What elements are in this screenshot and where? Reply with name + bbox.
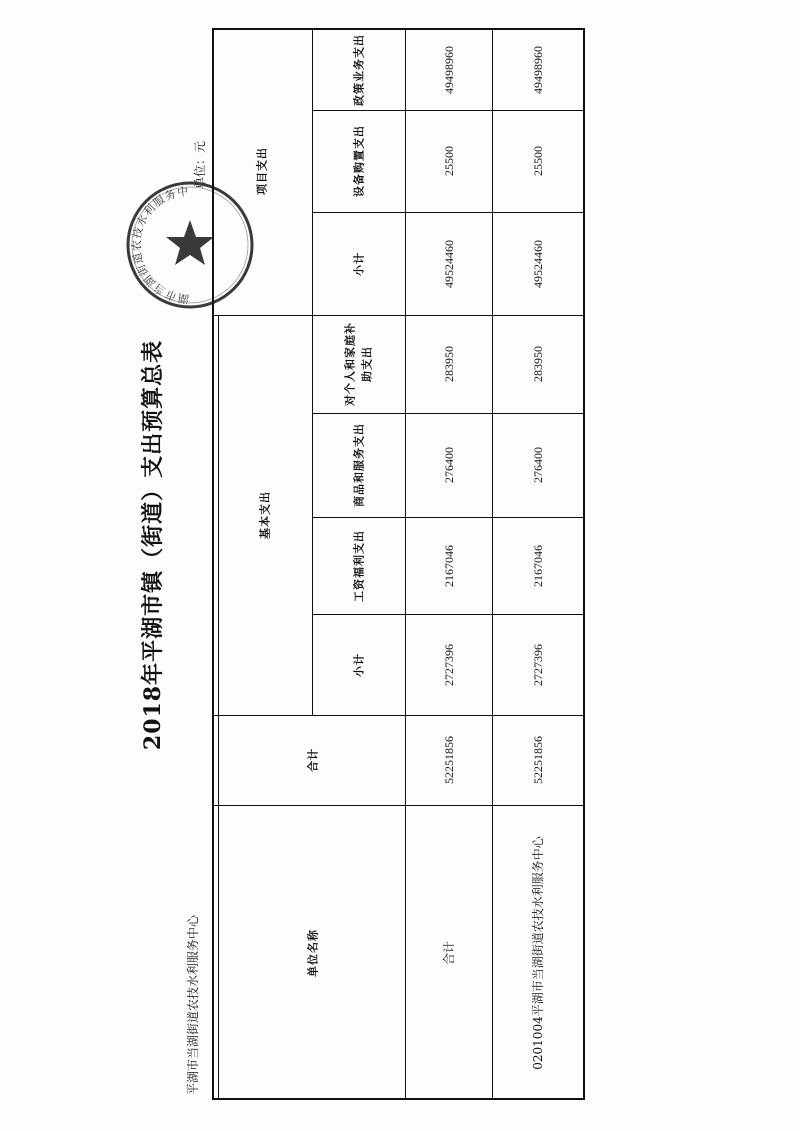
header-basic: 基本支出 bbox=[258, 491, 272, 539]
header-equipment: 设备购置支出 bbox=[352, 125, 366, 197]
header-unit-name: 单位名称 bbox=[306, 929, 320, 977]
row-total-goods: 276400 bbox=[442, 447, 456, 483]
row-unit-total: 52251856 bbox=[531, 736, 545, 784]
row-total-wages: 2167046 bbox=[442, 545, 456, 587]
header-total: 合计 bbox=[306, 748, 320, 772]
unit-label: 平湖市当湖街道农技水利服务中心 bbox=[186, 914, 200, 1096]
header-project: 项目支出 bbox=[255, 147, 269, 195]
row-total-equipment: 25500 bbox=[442, 146, 456, 176]
row-unit-policy: 49498960 bbox=[531, 46, 545, 94]
header-subsidy-line2: 助支出 bbox=[360, 346, 374, 382]
currency-unit: 单位：元 bbox=[193, 140, 207, 190]
row-total-basic-subtotal: 2727396 bbox=[442, 644, 456, 686]
row-total-name: 合计 bbox=[442, 940, 456, 966]
row-total-project-subtotal: 49524460 bbox=[442, 240, 456, 288]
header-wages: 工资福利支出 bbox=[352, 530, 366, 602]
row-unit-wages: 2167046 bbox=[531, 545, 545, 587]
row-unit-subsidy: 283950 bbox=[531, 346, 545, 382]
row-unit-goods: 276400 bbox=[531, 447, 545, 483]
row-total-policy: 49498960 bbox=[442, 46, 456, 94]
official-seal-icon bbox=[118, 180, 262, 310]
seal-text: 湖市当湖街道农技水利服务中 bbox=[130, 184, 190, 306]
header-subsidy-line1: 对个人和家庭补 bbox=[343, 322, 357, 406]
document-title: 2018年平湖市镇（街道）支出预算总表 bbox=[140, 339, 166, 751]
row-total-subsidy: 283950 bbox=[442, 346, 456, 382]
row-unit-basic-subtotal: 2727396 bbox=[531, 644, 545, 686]
header-basic-subtotal: 小计 bbox=[352, 653, 366, 677]
header-policy: 政策业务支出 bbox=[352, 34, 366, 106]
header-goods: 商品和服务支出 bbox=[352, 423, 366, 507]
header-project-subtotal: 小计 bbox=[352, 252, 366, 276]
row-unit-name: 0201004平湖市当湖街道农技水利服务中心 bbox=[531, 836, 545, 1070]
row-unit-project-subtotal: 49524460 bbox=[531, 240, 545, 288]
row-unit-equipment: 25500 bbox=[531, 146, 545, 176]
row-total-total: 52251856 bbox=[442, 736, 456, 784]
